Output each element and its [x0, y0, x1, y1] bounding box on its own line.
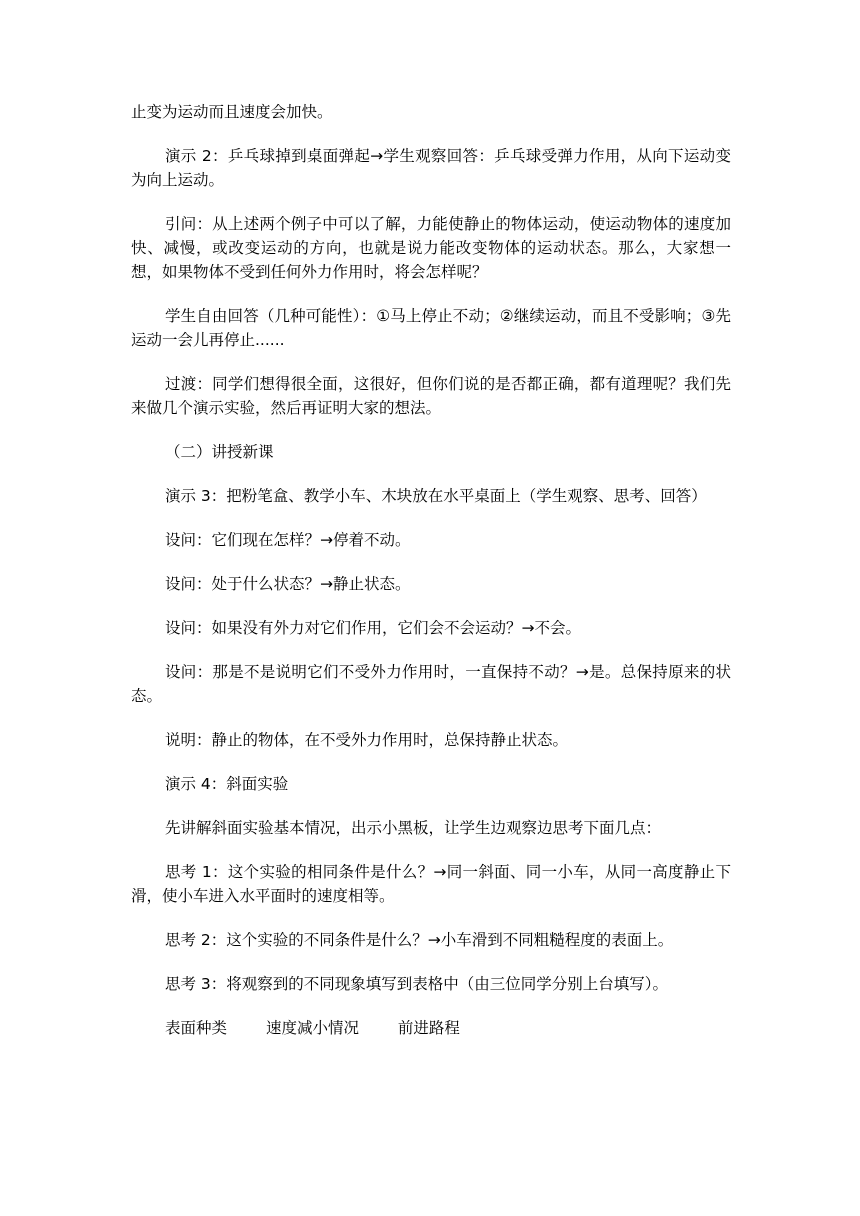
table-header: [131, 1016, 731, 1040]
paragraph: 设问：处于什么状态？→静止状态。: [165, 575, 411, 593]
paragraph: 思考 3：将观察到的不同现象填写到表格中（由三位同学分别上台填写）。: [165, 975, 669, 993]
paragraph: 设问：如果没有外力对它们作用，它们会不会运动？→不会。: [165, 619, 581, 637]
paragraph: 引问：从上述两个例子中可以了解，力能使静止的物体运动，使运动物体的速度加快、减慢，或改变运动的方向，也就是说力能改变物体的运动状态。那么，大家想一想，如果物体不受到任何外力作用时，将会怎样呢？: [131, 215, 731, 281]
paragraph: 说明：静止的物体，在不受外力作用时，总保持静止状态。: [165, 731, 569, 749]
paragraph: 演示 2：乒乓球掉到桌面弹起→学生观察回答：乒乓球受弹力作用，从向下运动变为向上运动。: [131, 147, 731, 189]
paragraph: 思考 2：这个实验的不同条件是什么？→小车滑到不同粗糙程度的表面上。: [165, 931, 674, 949]
document-page: [131, 100, 731, 1040]
table-header-cell: 速度减小情况: [265, 1019, 359, 1037]
paragraph: 设问：那是不是说明它们不受外力作用时，一直保持不动？→是。总保持原来的状态。: [131, 663, 731, 705]
paragraph: 先讲解斜面实验基本情况，出示小黑板，让学生边观察边思考下面几点：: [165, 819, 662, 837]
paragraph: 止变为运动而且速度会加快。: [131, 103, 333, 121]
paragraph: 思考 1：这个实验的相同条件是什么？→同一斜面、同一小车，从同一高度静止下滑，使小车进入水平面时的速度相等。: [131, 863, 731, 905]
table-header-cell: 前进路程: [397, 1019, 460, 1037]
paragraph: 演示 3：把粉笔盒、教学小车、木块放在水平桌面上（学生观察、思考、回答）: [165, 487, 707, 505]
paragraph: 演示 4：斜面实验: [165, 775, 289, 793]
paragraph: 设问：它们现在怎样？→停着不动。: [165, 531, 411, 549]
table-header-cell: 表面种类: [165, 1019, 228, 1037]
paragraph: 学生自由回答（几种可能性）：①马上停止不动；②继续运动，而且不受影响；③先运动一会儿再停止......: [131, 307, 731, 349]
paragraph: 过渡：同学们想得很全面，这很好，但你们说的是否都正确，都有道理呢？我们先来做几个演示实验，然后再证明大家的想法。: [131, 375, 731, 417]
section-heading: （二）讲授新课: [165, 443, 274, 461]
